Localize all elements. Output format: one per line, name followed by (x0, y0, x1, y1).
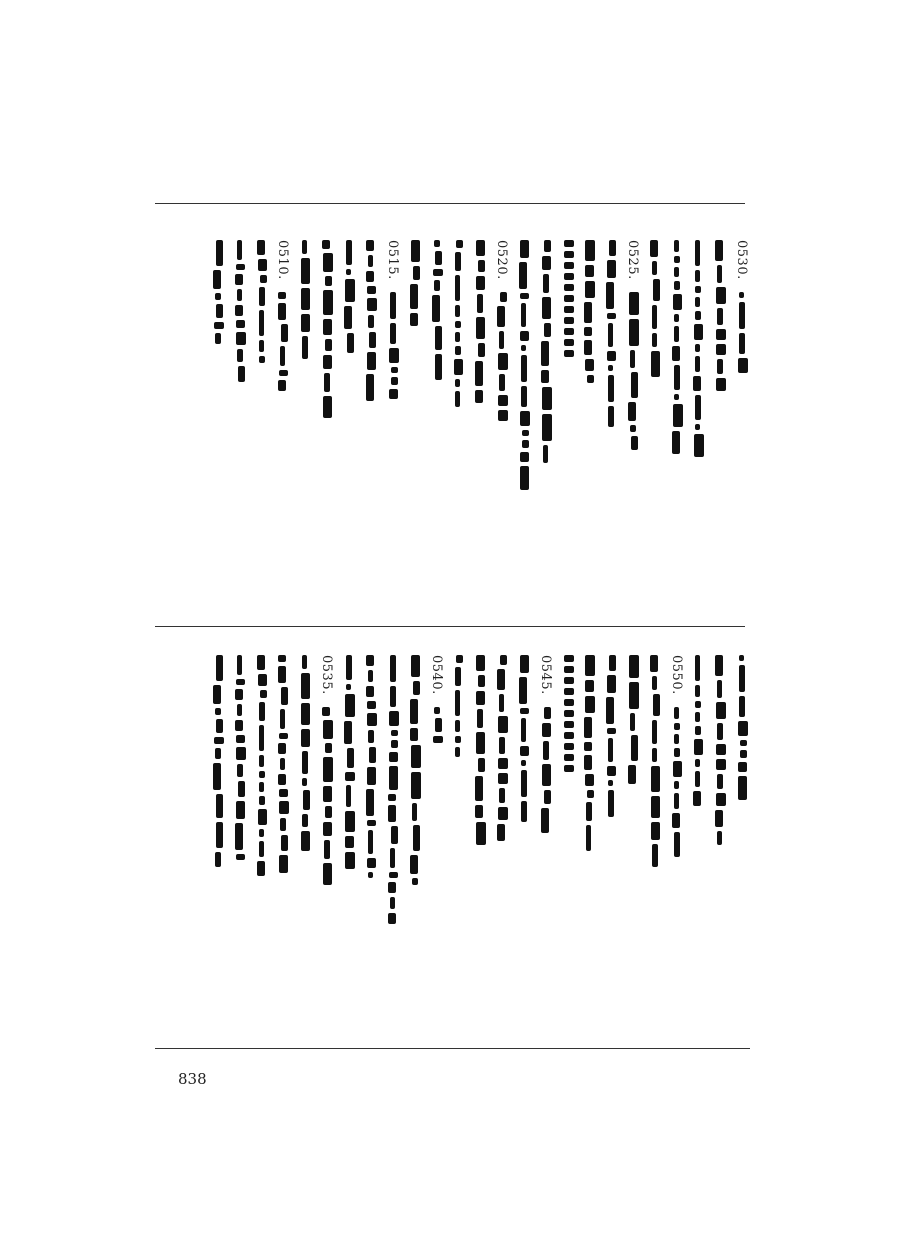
script-glyphs (692, 240, 704, 461)
line-number: 0530. (734, 240, 749, 280)
script-glyphs (409, 655, 421, 889)
script-glyphs (496, 655, 508, 845)
script-glyphs (562, 655, 574, 776)
script-glyphs (365, 655, 377, 882)
script-glyphs (409, 240, 421, 330)
script-glyphs (714, 655, 726, 849)
line-number: 0515. (385, 240, 400, 280)
script-glyphs (540, 707, 552, 837)
script-glyphs (212, 655, 224, 871)
script-glyphs (387, 292, 399, 403)
script-glyphs (431, 707, 443, 747)
script-glyphs (496, 292, 508, 425)
script-glyphs (649, 655, 661, 871)
script-glyphs (321, 240, 333, 422)
script-glyphs (387, 655, 399, 928)
script-glyphs (365, 240, 377, 405)
lower-text-block (150, 655, 750, 1035)
line-number: 0510. (275, 240, 290, 280)
script-glyphs (736, 655, 748, 804)
line-number: 0520. (494, 240, 509, 280)
script-glyphs (605, 240, 617, 431)
line-number: 0540. (429, 655, 444, 695)
line-number: 0550. (669, 655, 684, 695)
upper-text-block (150, 240, 750, 610)
script-glyphs (234, 655, 246, 864)
script-glyphs (518, 655, 530, 826)
script-glyphs (256, 240, 268, 367)
middle-rule (155, 626, 745, 627)
script-glyphs (583, 655, 595, 855)
script-glyphs (212, 240, 224, 348)
script-glyphs (627, 292, 639, 454)
script-glyphs (431, 240, 443, 384)
script-glyphs (299, 655, 311, 855)
script-glyphs (736, 292, 748, 377)
script-glyphs (343, 655, 355, 873)
script-glyphs (474, 655, 486, 849)
script-glyphs (518, 240, 530, 494)
script-glyphs (452, 240, 464, 411)
script-glyphs (256, 655, 268, 880)
script-glyphs (277, 292, 289, 395)
bottom-rule (155, 1048, 750, 1049)
line-number: 0545. (538, 655, 553, 695)
script-glyphs (627, 655, 639, 788)
script-glyphs (343, 240, 355, 357)
script-glyphs (671, 240, 683, 458)
script-glyphs (714, 240, 726, 395)
script-glyphs (321, 707, 333, 889)
script-glyphs (605, 655, 617, 821)
script-glyphs (299, 240, 311, 363)
page-number: 838 (178, 1070, 207, 1088)
script-glyphs (583, 240, 595, 387)
script-glyphs (540, 240, 552, 467)
script-glyphs (277, 655, 289, 877)
script-glyphs (452, 655, 464, 761)
line-number: 0525. (625, 240, 640, 280)
script-glyphs (692, 655, 704, 810)
script-glyphs (234, 240, 246, 386)
top-rule (155, 203, 745, 204)
script-glyphs (562, 240, 574, 361)
script-glyphs (671, 707, 683, 861)
line-number: 0535. (319, 655, 334, 695)
script-glyphs (474, 240, 486, 407)
script-glyphs (649, 240, 661, 381)
